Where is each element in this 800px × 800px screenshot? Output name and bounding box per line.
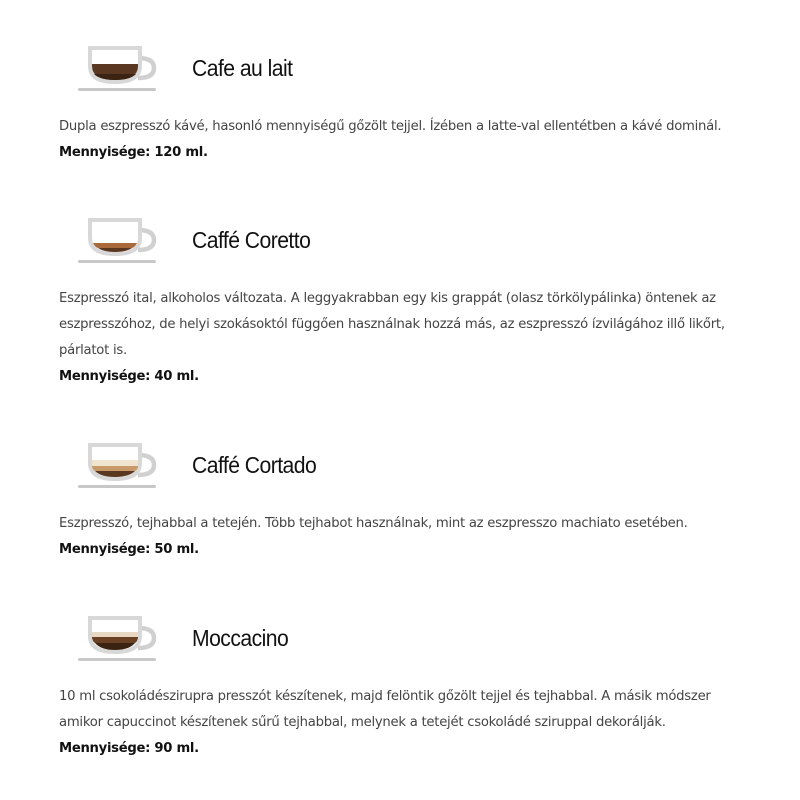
drink-amount: Mennyisége: 40 ml. (59, 369, 199, 384)
cup-cafe-au-lait-icon (78, 42, 160, 96)
drink-description: Dupla eszpresszó kávé, hasonló mennyiségű gőzölt tejjel. Ízében a latte-val ellentétben a kávé dominál. (59, 119, 722, 134)
drink-description: Eszpresszó, tejhabbal a tetején. Több tejhabot használnak, mint az eszpresszo machiato esetében. (59, 516, 688, 531)
drink-amount: Mennyisége: 120 ml. (59, 145, 208, 160)
cup-caffe-coretto-icon (78, 214, 160, 268)
drink-description: 10 ml csokoládészirupra presszót készítenek, majd felöntik gőzölt tejjel és tejhabbal. A másik módszer amikor capuccinot készítenek sűrű tejhabbal, melynek a tetejét csokoládé sziruppal dekorálják. (59, 689, 711, 730)
drink-title: Moccacino (192, 625, 289, 651)
drink-title: Cafe au lait (192, 55, 293, 81)
drink-amount: Mennyisége: 50 ml. (59, 542, 199, 557)
drink-description: Eszpresszó ital, alkoholos változata. A leggyakrabban egy kis grappát (olasz törkölypálinka) öntenek az eszpresszóhoz, de helyi szokásoktól függően használnak hozzá más, az eszpresszó ízvilágához illő likőrt, párlatot is. (59, 291, 725, 358)
drink-title: Caffé Coretto (192, 227, 311, 253)
cup-caffe-cortado-icon (78, 439, 160, 493)
drink-title: Caffé Cortado (192, 452, 317, 478)
drink-amount: Mennyisége: 90 ml. (59, 741, 199, 756)
cup-moccacino-icon (78, 612, 160, 666)
